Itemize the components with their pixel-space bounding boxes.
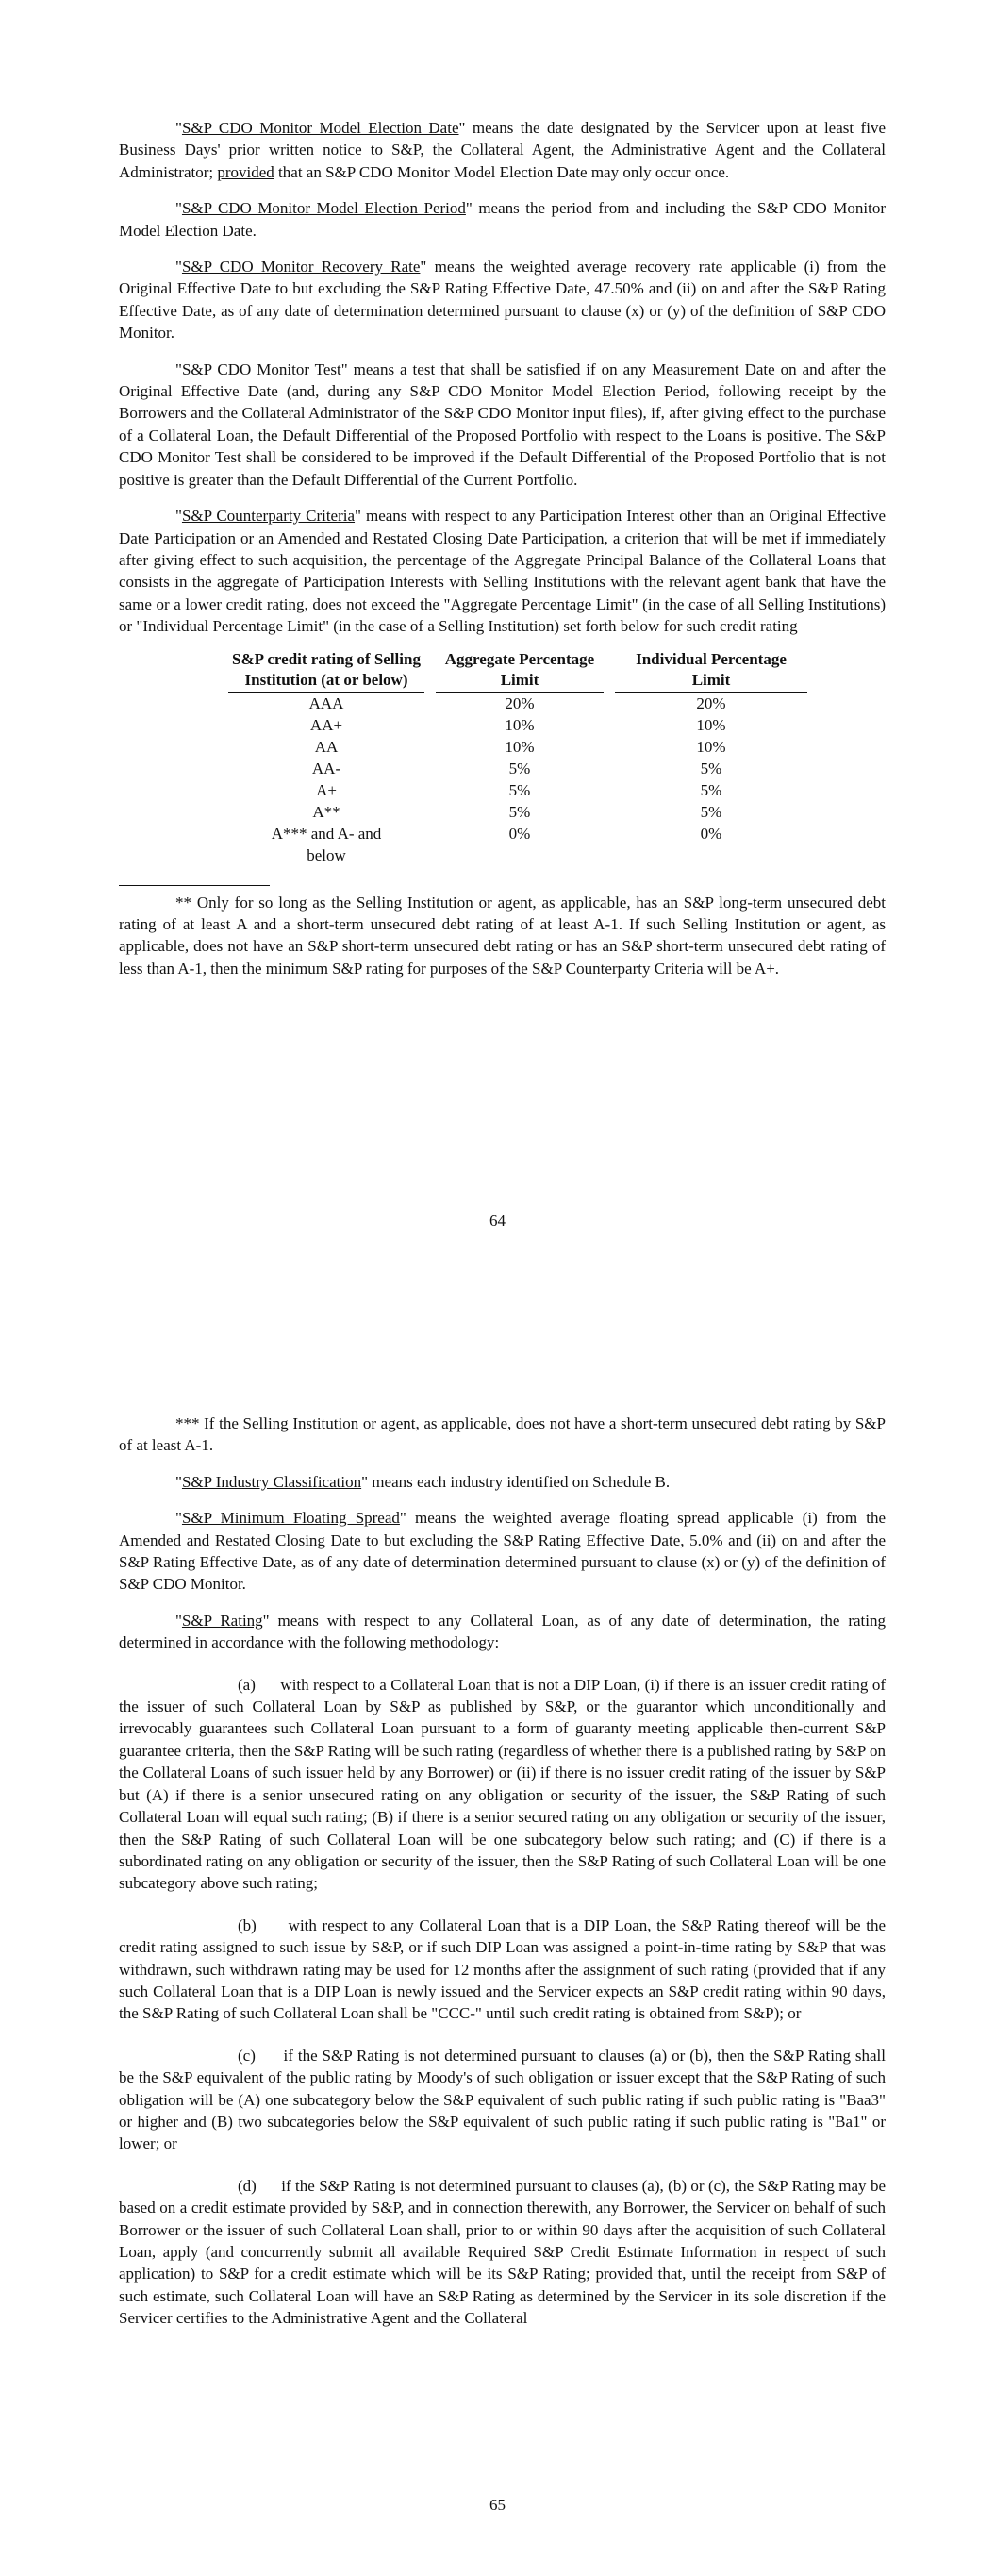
page-number: 64 [489,1212,506,1229]
footnote-divider [119,885,270,886]
defined-term: S&P Counterparty Criteria [181,507,356,526]
defined-term: S&P CDO Monitor Recovery Rate [181,258,421,276]
definition-industry-classification: "S&P Industry Classification" means each industry identified on Schedule B. [175,1472,671,1491]
table-header-row [228,649,807,693]
page-65 [119,1413,886,2344]
definition-monitor-recovery-rate: "S&P CDO Monitor Recovery Rate" means the weighted average recovery rate applicable (i) from the Original Effective Date to but excluding the S&P Rating Effective Date, 47.50% and (ii) on and after the S&P Rating Effective Date, as of any date of determination determined pursuant to clause (x) or (y) of the definition of S&P CDO Monitor. [119,258,886,343]
defined-term: S&P CDO Monitor Model Election Period [181,199,466,218]
table-row: A*** and A- and below 0% 0% [271,824,722,864]
footnote-double-star: ** Only for so long as the Selling Institution or agent, as applicable, has an S&P long-term unsecured debt rating of at least A and a short-term unsecured debt rating of at least A-1. If such Selling Institution or agent, as applicable, does not have an S&P short-term unsecured debt rating or has an S&P short-term unsecured debt rating of less than A-1, then the minimum S&P rating for purposes of the S&P Counterparty Criteria will be A+. [119,893,886,978]
table-row: AA- 5% 5% [311,759,722,778]
defined-term: S&P Minimum Floating Spread [181,1509,400,1528]
definition-monitor-test: "S&P CDO Monitor Test" means a test that shall be satisfied if on any Measurement Date on and after the Original Effective Date (and, during any S&P CDO Monitor Model Election Period, following receipt by the Borrowers and the Collateral Administrator of the S&P CDO Monitor input files), if, after giving effect to the purchase of a Collateral Loan, the Default Differential of the Proposed Portfolio with respect to the Loans is positive. The S&P CDO Monitor Test shall be considered to be improved if the Default Differential of the Proposed Portfolio that is not positive is greater than the Default Differential of the Current Portfolio. [119,360,886,489]
defined-term: S&P CDO Monitor Test [181,360,341,378]
clause-d: (d) if the S&P Rating is not determined pursuant to clauses (a), (b) or (c), the S&P Rating may be based on a credit estimate provided by S&P, and in connection therewith, any Borrower, the Servicer on behalf of such Borrower or the issuer of such Collateral Loan shall, prior to or within 90 days after the acquisition of such Collateral Loan, apply (and concurrently submit all available Required S&P Credit Estimate Information in respect of such application) to S&P for a credit estimate which will be its S&P Rating; provided that, until the receipt from S&P of such estimate, such Collateral Loan will have an S&P Rating as determined by the Servicer in its sole discretion if the Servicer certifies to the Administrative Agent and the Collateral [119,2176,886,2328]
defined-term: S&P Rating [181,1611,263,1630]
column-header: S&P credit rating of Selling Institution (at or below) [228,649,424,693]
page-number: 65 [489,2496,506,2514]
clause-c: (c) if the S&P Rating is not determined pursuant to clauses (a) or (b), then the S&P Rating shall be the S&P equivalent of the public rating by Moody's of such obligation or issuer except that the S&P Rating of such obligation will be (A) one subcategory below the S&P equivalent of such public rating if such public rating is "Baa3" or higher and (B) two subcategories below the S&P equivalent of such public rating if such public rating is "Ba1" or lower; or [119,2046,886,2153]
definition-monitor-election-period: "S&P CDO Monitor Model Election Period" means the period from and including the S&P CDO Monitor Model Election Date. [119,199,886,240]
definition-min-floating-spread: "S&P Minimum Floating Spread" means the weighted average floating spread applicable (i) from the Amended and Restated Closing Date to but excluding the S&P Rating Effective Date, 5.0% and (ii) on and after the S&P Rating Effective Date, as of any date of determination determined pursuant to clause (x) or (y) of the definition of S&P CDO Monitor. [119,1509,887,1594]
table-row: AA+ 10% 10% [309,715,726,734]
definition-sp-rating: "S&P Rating" means with respect to any Collateral Loan, as of any date of determination, the rating determined in accordance with the following methodology: [119,1611,886,1652]
clause-b: (b) with respect to any Collateral Loan that is a DIP Loan, the S&P Rating thereof will be the credit rating assigned to such issue by S&P, or if such DIP Loan was assigned a point-in-time rating by S&P that was withdrawn, such withdrawn rating may be used for 12 months after the assignment of such rating (provided that if any such Collateral Loan that is a DIP Loan is newly issued and the Servicer expects an S&P credit rating within 90 days, the S&P Rating of such Collateral Loan shall be "CCC-" until such credit rating is obtained from S&P); or [119,1915,886,2023]
definition-monitor-election-date: "S&P CDO Monitor Model Election Date" means the date designated by the Servicer upon at least five Business Days' prior written notice to S&P, the Collateral Agent, the Administrative Agent and the Collateral Administrator; provided that an S&P CDO Monitor Model Election Date may only occur once. [119,119,886,181]
table-row: AAA 20% 20% [308,694,726,712]
table-row: A** 5% 5% [312,802,722,821]
column-header: Individual Percentage Limit [615,649,807,693]
defined-term: S&P CDO Monitor Model Election Date [181,119,459,137]
column-header: Aggregate Percentage Limit [436,649,604,693]
footnote-triple-star: *** If the Selling Institution or agent, as applicable, does not have a short-term unsecured debt rating by S&P of at least A-1. [119,1414,886,1455]
clause-a: (a) with respect to a Collateral Loan that is not a DIP Loan, (i) if there is an issuer credit rating of the issuer of such Collateral Loan by S&P as published by S&P, or the guarantor which unconditionally and irrevocably guarantees such Collateral Loan pursuant to a form of guaranty meeting applicable then-current S&P guarantee criteria, then the S&P Rating will be such rating (regardless of whether there is a published rating by S&P on the Collateral Loans of such issuer held by any Borrower) or (ii) if there is no issuer credit rating of the issuer by S&P but (A) if there is a senior unsecured rating on any obligation or security of the issuer, the S&P Rating of such Collateral Loan will equal such rating; (B) if there is a senior secured rating on any obligation or security of the issuer, then the S&P Rating of such Collateral Loan will be one subcategory below such rating; and (C) if there is a subordinated rating on any obligation or security of the issuer, then the S&P Rating of such Collateral Loan will be one subcategory above such rating; [119,1675,886,1893]
table-row: AA 10% 10% [314,737,726,756]
counterparty-limits-table [217,649,819,866]
defined-term: S&P Industry Classification [181,1472,362,1491]
table-row: A+ 5% 5% [316,780,722,799]
page-64 [119,117,886,994]
definition-counterparty-criteria: "S&P Counterparty Criteria" means with respect to any Participation Interest other than an Original Effective Date Participation or an Amended and Restated Closing Date Participation, a criterion that will be met if immediately after giving effect to such acquisition, the percentage of the Aggregate Principal Balance of the Collateral Loans that consists in the aggregate of Participation Interests with Selling Institutions with the relevant agent bank that have the same or a lower credit rating, does not exceed the "Aggregate Percentage Limit" (in the case of all Selling Institutions) or "Individual Percentage Limit" (in the case of a Selling Institution) set forth below for such credit rating [119,507,887,636]
